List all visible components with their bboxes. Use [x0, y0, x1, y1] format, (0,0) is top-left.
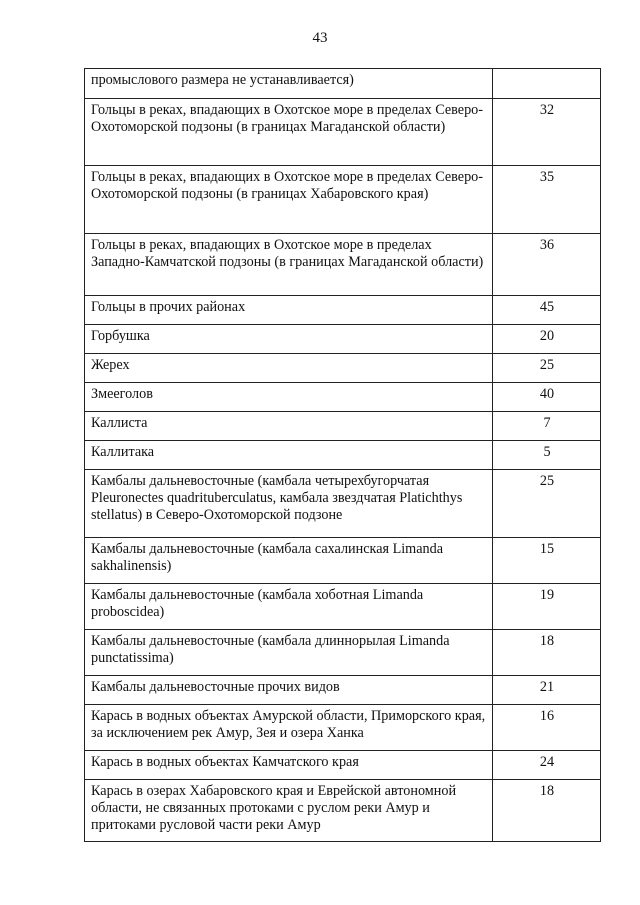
size-value-cell: 15 — [493, 538, 601, 584]
table-row — [85, 354, 601, 383]
table-row — [85, 538, 601, 584]
species-name-cell: Камбалы дальневосточные (камбала хоботная Limanda proboscidea) — [85, 584, 493, 630]
size-value-cell: 21 — [493, 676, 601, 705]
table-row — [85, 325, 601, 354]
species-name-cell: Камбалы дальневосточные (камбала сахалинская Limanda sakhalinensis) — [85, 538, 493, 584]
size-value-cell: 19 — [493, 584, 601, 630]
species-name-cell: Карась в водных объектах Камчатского края — [85, 751, 493, 780]
species-name-cell: Камбалы дальневосточные (камбала длиннорылая Limanda punctatissima) — [85, 630, 493, 676]
species-name-cell: Горбушка — [85, 325, 493, 354]
table-row — [85, 69, 601, 99]
species-size-table — [84, 68, 601, 842]
table-row — [85, 751, 601, 780]
table-row — [85, 383, 601, 412]
page-number: 43 — [312, 30, 328, 46]
table-row — [85, 296, 601, 325]
size-value-cell: 5 — [493, 441, 601, 470]
species-name-cell: Гольцы в реках, впадающих в Охотское море в пределах Западно-Камчатской подзоны (в границах Магаданской области) — [85, 234, 493, 296]
table-row — [85, 99, 601, 166]
table-row — [85, 780, 601, 842]
table-row — [85, 412, 601, 441]
species-name-cell: промыслового размера не устанавливается) — [85, 69, 493, 99]
species-name-cell: Каллиста — [85, 412, 493, 441]
size-value-cell: 32 — [493, 99, 601, 166]
size-value-cell: 18 — [493, 630, 601, 676]
size-value-cell: 40 — [493, 383, 601, 412]
table-row — [85, 470, 601, 538]
table-row — [85, 584, 601, 630]
size-value-cell: 16 — [493, 705, 601, 751]
species-name-cell: Каллитака — [85, 441, 493, 470]
species-name-cell: Гольцы в реках, впадающих в Охотское море в пределах Северо-Охотоморской подзоны (в границах Хабаровского края) — [85, 166, 493, 234]
table-row — [85, 705, 601, 751]
species-name-cell: Карась в озерах Хабаровского края и Еврейской автономной области, не связанных протоками с руслом реки Амур и притоками русловой части реки Амур — [85, 780, 493, 842]
size-value-cell: 45 — [493, 296, 601, 325]
species-name-cell: Гольцы в прочих районах — [85, 296, 493, 325]
size-value-cell — [493, 69, 601, 99]
table-row — [85, 166, 601, 234]
size-value-cell: 18 — [493, 780, 601, 842]
size-value-cell: 7 — [493, 412, 601, 441]
table-row — [85, 630, 601, 676]
size-value-cell: 36 — [493, 234, 601, 296]
size-value-cell: 25 — [493, 354, 601, 383]
species-name-cell: Камбалы дальневосточные (камбала четырехбугорчатая Pleuronectes quadrituberculatus, камбала звездчатая Platichthys stellatus) в Северо-Охотоморской подзоне — [85, 470, 493, 538]
species-name-cell: Камбалы дальневосточные прочих видов — [85, 676, 493, 705]
size-value-cell: 25 — [493, 470, 601, 538]
table-row — [85, 676, 601, 705]
table-row — [85, 234, 601, 296]
table-row — [85, 441, 601, 470]
size-value-cell: 35 — [493, 166, 601, 234]
species-name-cell: Змееголов — [85, 383, 493, 412]
species-name-cell: Гольцы в реках, впадающих в Охотское море в пределах Северо-Охотоморской подзоны (в границах Магаданской области) — [85, 99, 493, 166]
species-name-cell: Карась в водных объектах Амурской области, Приморского края, за исключением рек Амур, Зея и озера Ханка — [85, 705, 493, 751]
size-value-cell: 20 — [493, 325, 601, 354]
size-value-cell: 24 — [493, 751, 601, 780]
species-name-cell: Жерех — [85, 354, 493, 383]
